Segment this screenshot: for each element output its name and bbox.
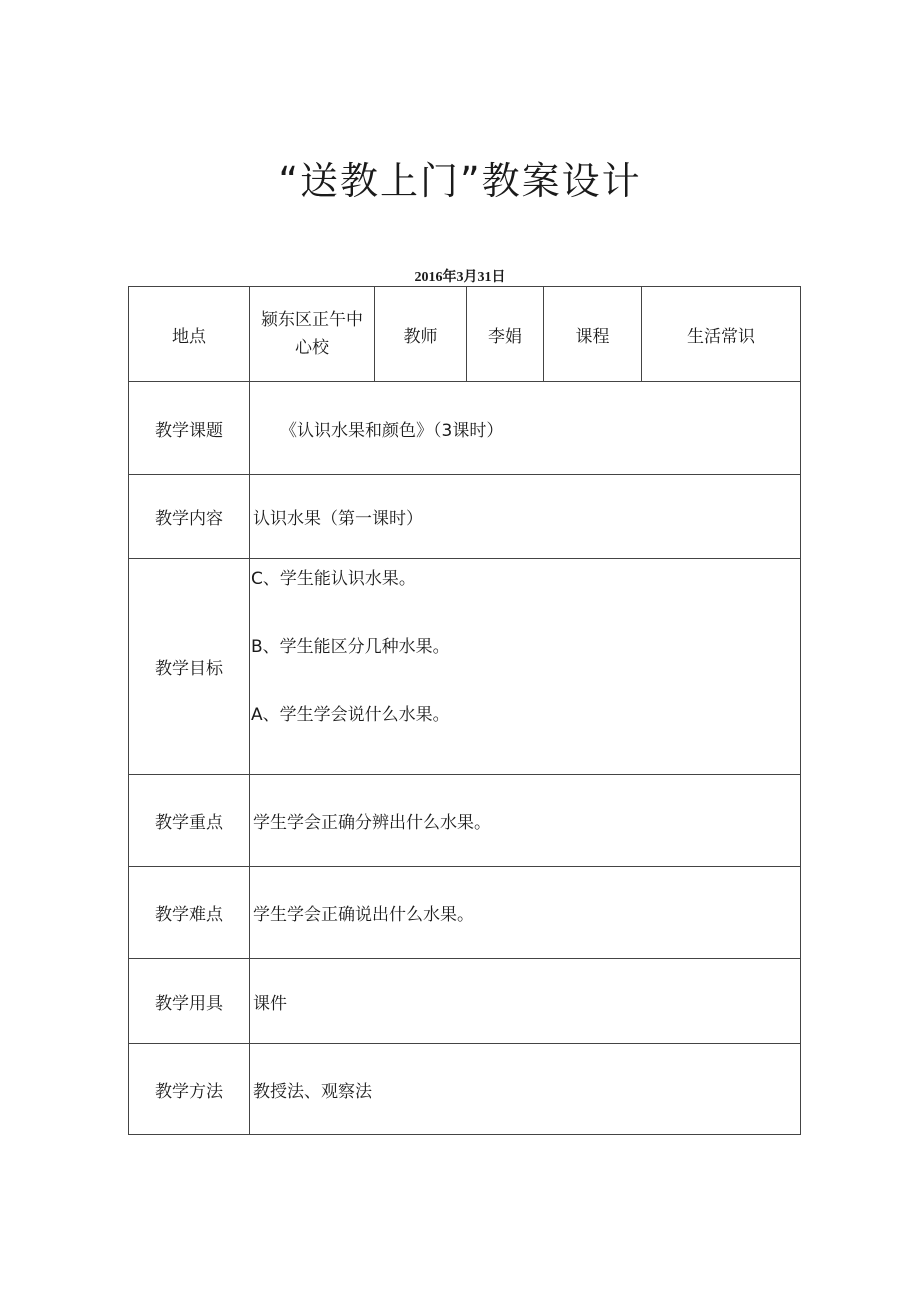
topic-label: 教学课题 <box>129 382 250 475</box>
key-points-label: 教学重点 <box>129 775 250 867</box>
objective-item: C、学生能认识水果。 <box>251 569 416 589</box>
location-label: 地点 <box>129 287 250 382</box>
course-label: 课程 <box>544 287 642 382</box>
document-title: “送教上门”教案设计 <box>278 159 642 203</box>
key-points-value: 学生学会正确分辨出什么水果。 <box>250 775 801 867</box>
topic-row <box>129 382 801 475</box>
difficulties-row <box>129 867 801 959</box>
objectives-label: 教学目标 <box>129 559 250 775</box>
methods-label: 教学方法 <box>129 1044 250 1135</box>
teacher-value: 李娟 <box>467 287 544 382</box>
difficulties-value: 学生学会正确说出什么水果。 <box>250 867 801 959</box>
methods-row <box>129 1044 801 1135</box>
document-date: 2016年3月31日 <box>414 270 506 285</box>
objective-item: A、学生学会说什么水果。 <box>251 705 450 725</box>
tools-label: 教学用具 <box>129 959 250 1044</box>
header-row <box>129 287 801 382</box>
tools-value: 课件 <box>250 959 801 1044</box>
objective-item: B、学生能区分几种水果。 <box>251 637 450 657</box>
content-label: 教学内容 <box>129 475 250 559</box>
topic-value: 《认识水果和颜色》（3课时） <box>250 382 801 475</box>
course-value: 生活常识 <box>642 287 801 382</box>
lesson-plan-table <box>128 286 801 1135</box>
location-value <box>250 287 375 382</box>
location-value-line1: 颍东区正午中 <box>261 310 363 330</box>
content-value: 认识水果（第一课时） <box>250 475 801 559</box>
content-row <box>129 475 801 559</box>
methods-value: 教授法、观察法 <box>250 1044 801 1135</box>
location-value-line2: 心校 <box>295 338 329 358</box>
key-points-row <box>129 775 801 867</box>
objectives-row <box>129 559 801 775</box>
teacher-label: 教师 <box>375 287 467 382</box>
objectives-list <box>250 559 801 775</box>
difficulties-label: 教学难点 <box>129 867 250 959</box>
tools-row <box>129 959 801 1044</box>
